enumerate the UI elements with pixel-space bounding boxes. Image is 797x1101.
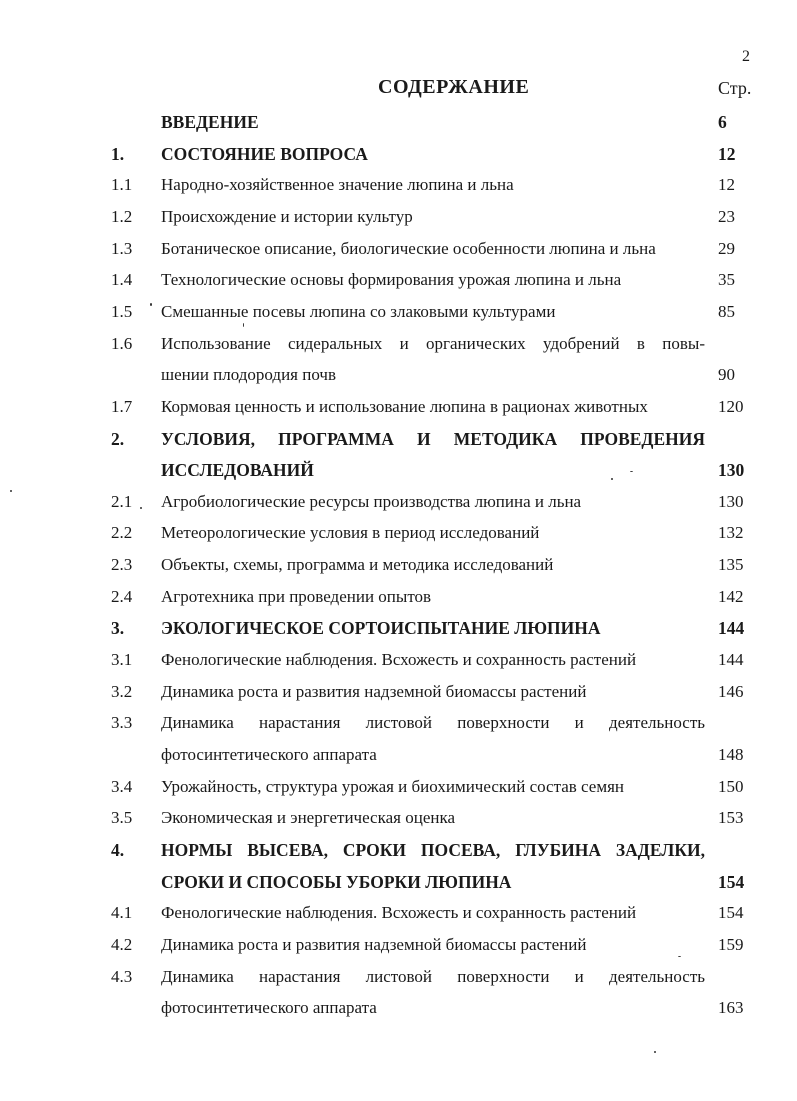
toc-line	[0, 840, 797, 866]
toc-page-number: 148	[718, 745, 744, 764]
scan-speck	[243, 323, 244, 327]
toc-line	[0, 618, 797, 644]
toc-line	[0, 808, 797, 834]
toc-number: 1.1	[111, 175, 133, 195]
toc-text: Использование сидеральных и органических удобрений в повы-	[161, 333, 705, 353]
toc-line	[0, 745, 797, 771]
toc-number: 1.7	[111, 396, 133, 416]
toc-page-number: 154	[718, 903, 744, 923]
toc-line	[0, 555, 797, 581]
page-number: 2	[742, 48, 750, 65]
toc-number: 3.	[111, 618, 125, 639]
scan-speck	[678, 956, 681, 957]
toc-line	[0, 650, 797, 676]
toc-line	[0, 429, 797, 455]
toc-number: 2.	[111, 428, 125, 449]
toc-text: СОСТОЯНИЕ ВОПРОСА	[161, 143, 368, 164]
toc-page-number: 120	[718, 396, 744, 416]
toc-text: Экономическая и энергетическая оценка	[161, 808, 456, 828]
toc-number: 2.2	[111, 523, 133, 543]
toc-page-number: 144	[718, 618, 745, 639]
toc-line	[0, 967, 797, 993]
scan-speck	[611, 478, 613, 480]
toc-line	[0, 682, 797, 708]
toc-page-number: 142	[718, 586, 744, 606]
toc-number: 1.5	[111, 301, 133, 321]
toc-line	[0, 713, 797, 739]
toc-line	[0, 587, 797, 613]
toc-number: 1.4	[111, 270, 133, 290]
toc-page-number: 85	[718, 301, 735, 321]
toc-text: Технологические основы формирования урожая люпина и льна	[161, 270, 622, 290]
toc-page-number: 130	[718, 491, 744, 511]
toc-page-number: 153	[718, 808, 744, 828]
toc-text: Фенологические наблюдения. Всхожесть и сохранность растений	[161, 903, 637, 923]
toc-text: фотосинтетического аппарата	[161, 745, 377, 764]
toc-line	[0, 903, 797, 929]
scan-speck	[150, 303, 152, 306]
page-column-label: Стр.	[718, 78, 752, 98]
toc-line	[0, 777, 797, 803]
toc-page-number: 6	[718, 112, 727, 132]
toc-line	[0, 144, 797, 170]
toc-number: 1.6	[111, 333, 133, 353]
toc-text: Народно-хозяйственное значение люпина и льна	[161, 175, 514, 195]
toc-line	[0, 397, 797, 423]
toc-line	[0, 935, 797, 961]
toc-number: 4.3	[111, 966, 133, 986]
toc-number: 1.3	[111, 238, 133, 258]
toc-number: 2.1	[111, 491, 133, 511]
toc-text: Фенологические наблюдения. Всхожесть и сохранность растений	[161, 650, 637, 670]
toc-page-number: 150	[718, 776, 744, 796]
toc-number: 1.2	[111, 206, 133, 226]
scan-speck	[630, 471, 633, 472]
toc-line	[0, 302, 797, 328]
toc-text: ИССЛЕДОВАНИЙ	[161, 460, 314, 481]
toc-page-number: 144	[718, 650, 744, 670]
toc-text: Метеорологические условия в период исследований	[161, 523, 540, 543]
toc-line	[0, 365, 797, 391]
toc-line	[0, 872, 797, 898]
toc-page-number: 12	[718, 175, 735, 195]
toc-line	[0, 239, 797, 265]
toc-page-number: 29	[718, 238, 735, 258]
toc-number: 3.1	[111, 650, 133, 670]
toc-number: 3.3	[111, 713, 133, 733]
toc-page-number: 159	[718, 934, 744, 954]
toc-number: 2.3	[111, 555, 133, 575]
toc-page-number: 130	[718, 460, 745, 481]
toc-text: ЭКОЛОГИЧЕСКОЕ СОРТОИСПЫТАНИЕ ЛЮПИНА	[161, 618, 601, 639]
toc-line	[0, 270, 797, 296]
toc-text: Происхождение и истории культур	[161, 206, 413, 226]
toc-text: Объекты, схемы, программа и методика исследований	[161, 555, 554, 575]
toc-page-number: 12	[718, 143, 736, 164]
toc-line	[0, 175, 797, 201]
toc-page-number: 135	[718, 555, 744, 575]
toc-page-number: 132	[718, 523, 744, 543]
toc-page-number: 146	[718, 681, 744, 701]
toc-text: Агротехника при проведении опытов	[161, 586, 432, 606]
toc-text: НОРМЫ ВЫСЕВА, СРОКИ ПОСЕВА, ГЛУБИНА ЗАДЕЛКИ,	[161, 839, 705, 860]
toc-text: Динамика роста и развития надземной биомассы растений	[161, 934, 587, 954]
toc-number: 3.4	[111, 776, 133, 796]
toc-text: ВВЕДЕНИЕ	[161, 112, 259, 132]
toc-line	[0, 460, 797, 486]
toc-text: Кормовая ценность и использование люпина в рационах животных	[161, 396, 648, 416]
toc-number: 4.2	[111, 934, 133, 954]
toc-page-number: 23	[718, 206, 735, 226]
toc-text: Ботаническое описание, биологические особенности люпина и льна	[161, 238, 656, 258]
toc-line	[0, 998, 797, 1024]
toc-text: Урожайность, структура урожая и биохимический состав семян	[161, 776, 625, 796]
toc-text: фотосинтетического аппарата	[161, 998, 377, 1018]
toc-page-number: 163	[718, 998, 744, 1018]
scan-speck	[140, 507, 142, 509]
toc-text: УСЛОВИЯ, ПРОГРАММА И МЕТОДИКА ПРОВЕДЕНИЯ	[161, 428, 705, 449]
scan-speck	[10, 490, 12, 492]
toc-text: шении плодородия почв	[161, 365, 336, 385]
toc-number: 1.	[111, 143, 125, 164]
toc-text: Динамика нарастания листовой поверхности и деятельность	[161, 966, 705, 986]
page-title: СОДЕРЖАНИЕ	[378, 76, 530, 98]
toc-line	[0, 112, 797, 138]
toc-text: Агробиологические ресурсы производства люпина и льна	[161, 491, 582, 511]
toc-number: 3.5	[111, 808, 133, 828]
toc-line	[0, 207, 797, 233]
toc-text: Смешанные посевы люпина со злаковыми культурами	[161, 301, 556, 321]
toc-page-number: 90	[718, 365, 735, 385]
toc-number: 3.2	[111, 681, 133, 701]
scan-speck	[654, 1051, 656, 1053]
toc-line	[0, 523, 797, 549]
toc-line	[0, 492, 797, 518]
toc-number: 2.4	[111, 586, 133, 606]
toc-number: 4.1	[111, 903, 133, 923]
toc-line	[0, 334, 797, 360]
toc-number: 4.	[111, 839, 125, 860]
toc-text: Динамика нарастания листовой поверхности и деятельность	[161, 713, 705, 733]
toc-page-number: 35	[718, 270, 735, 290]
toc-text: СРОКИ И СПОСОБЫ УБОРКИ ЛЮПИНА	[161, 871, 512, 892]
toc-text: Динамика роста и развития надземной биомассы растений	[161, 681, 587, 701]
toc-page-number: 154	[718, 871, 745, 892]
